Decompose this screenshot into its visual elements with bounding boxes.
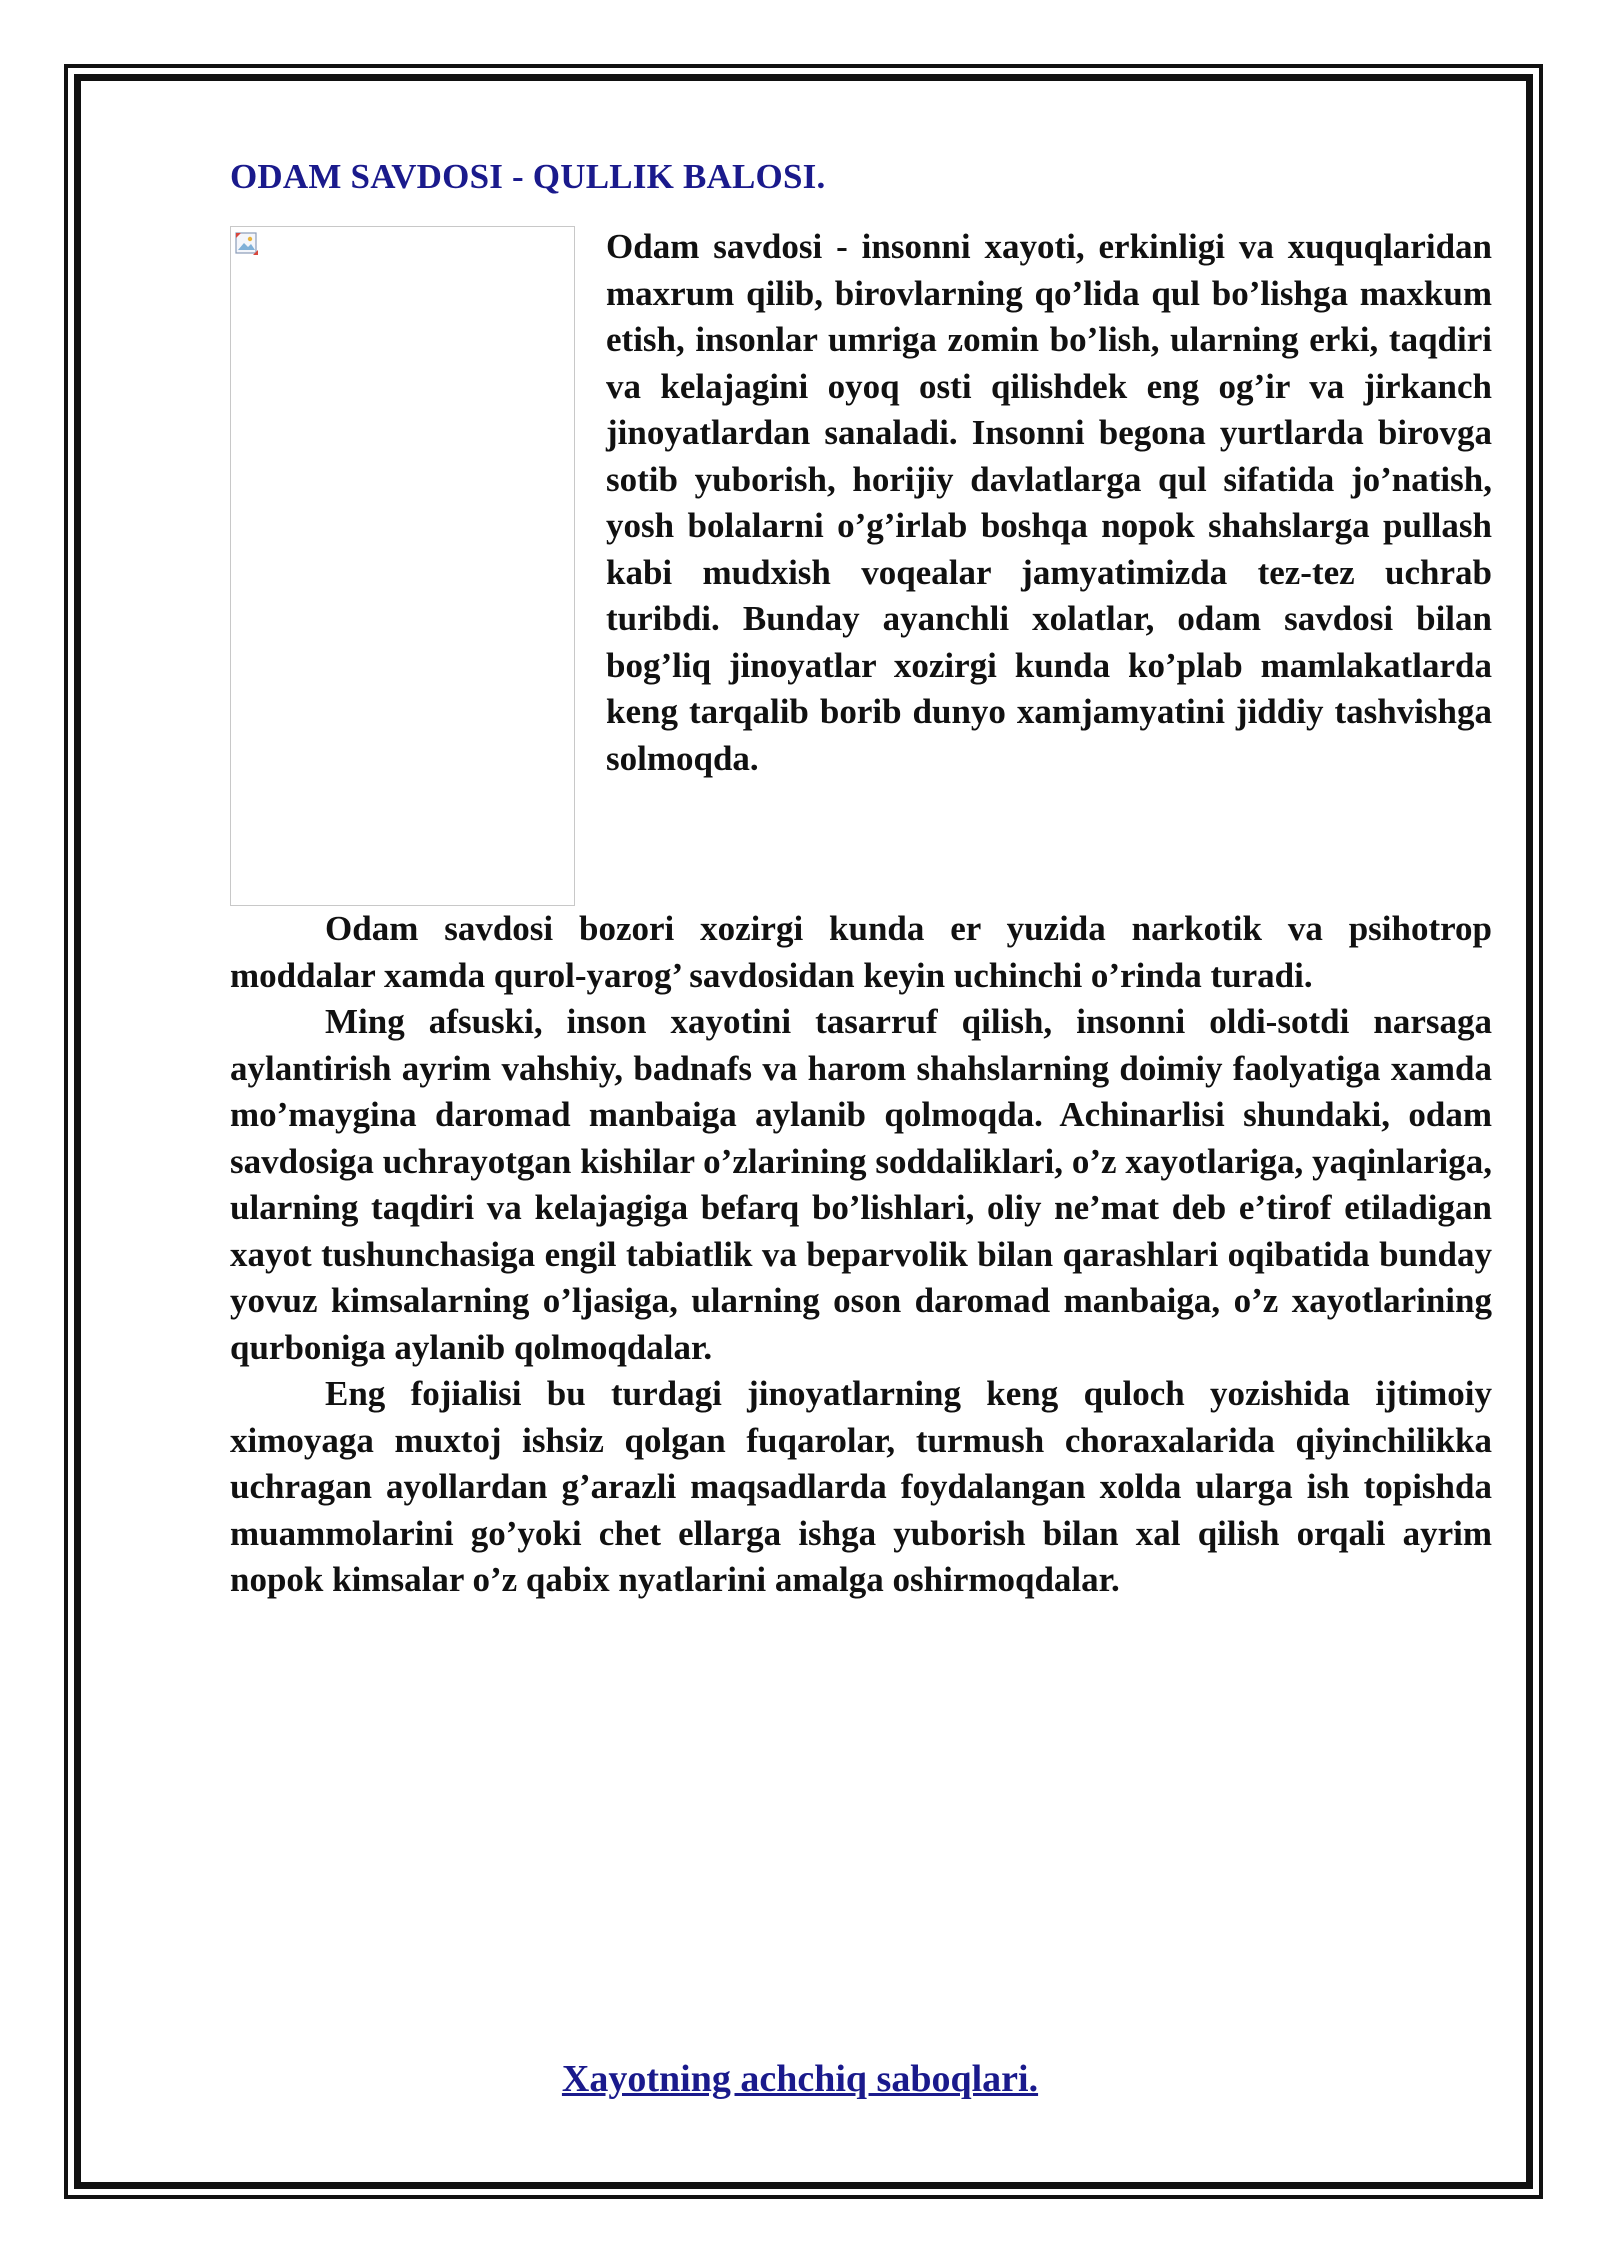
document-title: ODAM SAVDOSI - QULLIK BALOSI. (230, 157, 826, 196)
intro-section (230, 224, 1492, 999)
paragraph-4: Eng fojialisi bu turdagi jinoyatlarning keng quloch yozishida ijtimoiy ximoyaga muxtoj ishsiz qolgan fuqarolar, turmush choraxalarida qiyinchilikka uchragan ayollardan g’arazli maqsadlarda foydalangan xolda ularga ish topishda muammolarini go’yoki chet ellarga ishga yuborish bilan xal qilish orqali ayrim nopok kimsalar o’z qabix nyatlarini amalga oshirmoqdalar. (230, 1374, 1492, 1599)
paragraph-2: Odam savdosi bozori xozirgi kunda er yuzida narkotik va psihotrop moddalar xamda qurol-yarog’ savdosidan keyin uchinchi o’rinda turadi. (230, 909, 1492, 995)
paragraph-1: Odam savdosi - insonni xayoti, erkinligi va xuquqlaridan maxrum qilib, birovlarning qo’lida qul bo’lishga maxkum etish, insonlar umriga zomin bo’lish, ularning erki, taqdiri va kelajagini oyoq osti qilishdek eng og’ir va jirkanch jinoyatlardan sanaladi. Insonni begona yurtlarda birovga sotib yuborish, horijiy davlatlarga qul sifatida jo’natish, yosh bolalarni o’g’irlab boshqa nopok shahslarga pullash kabi mudxish voqealar jamyatimizda tez-tez uchrab turibdi. Bunday ayanchli xolatlar, odam savdosi bilan bog’liq jinoyatlar xozirgi kunda ko’plab mamlakatlarda keng tarqalib borib dunyo xamjamyatini jiddiy tashvishga solmoqda. (606, 227, 1492, 778)
broken-image-icon (234, 231, 260, 257)
paragraph-3: Ming afsuski, inson xayotini tasarruf qilish, insonni oldi-sotdi narsaga aylantirish ayrim vahshiy, badnafs va harom shahslarning doimiy faolyatiga xamda mo’maygina daromad manbaiga aylanib qolmoqda. Achinarlisi shundaki, odam savdosiga uchrayotgan kishilar o’zlarining soddaliklari, o’z xayotlariga, yaqinlariga, ularning taqdiri va kelajagiga befarq bo’lishlari, oliy ne’mat deb e’tirof etiladigan xayot tushunchasiga engil tabiatlik va beparvolik bilan qarashlari oqibatida bunday yovuz kimsalarning o’ljasiga, ularning oson daromad manbaiga, o’z xayotlarining qurboniga aylanib qolmoqdalar. (230, 1002, 1492, 1367)
document-body (230, 152, 1492, 1604)
footer-link[interactable]: Xayotning achchiq saboqlari. (561, 2058, 1039, 2100)
footer-link-container (0, 2054, 1600, 2104)
image-placeholder (230, 226, 575, 906)
